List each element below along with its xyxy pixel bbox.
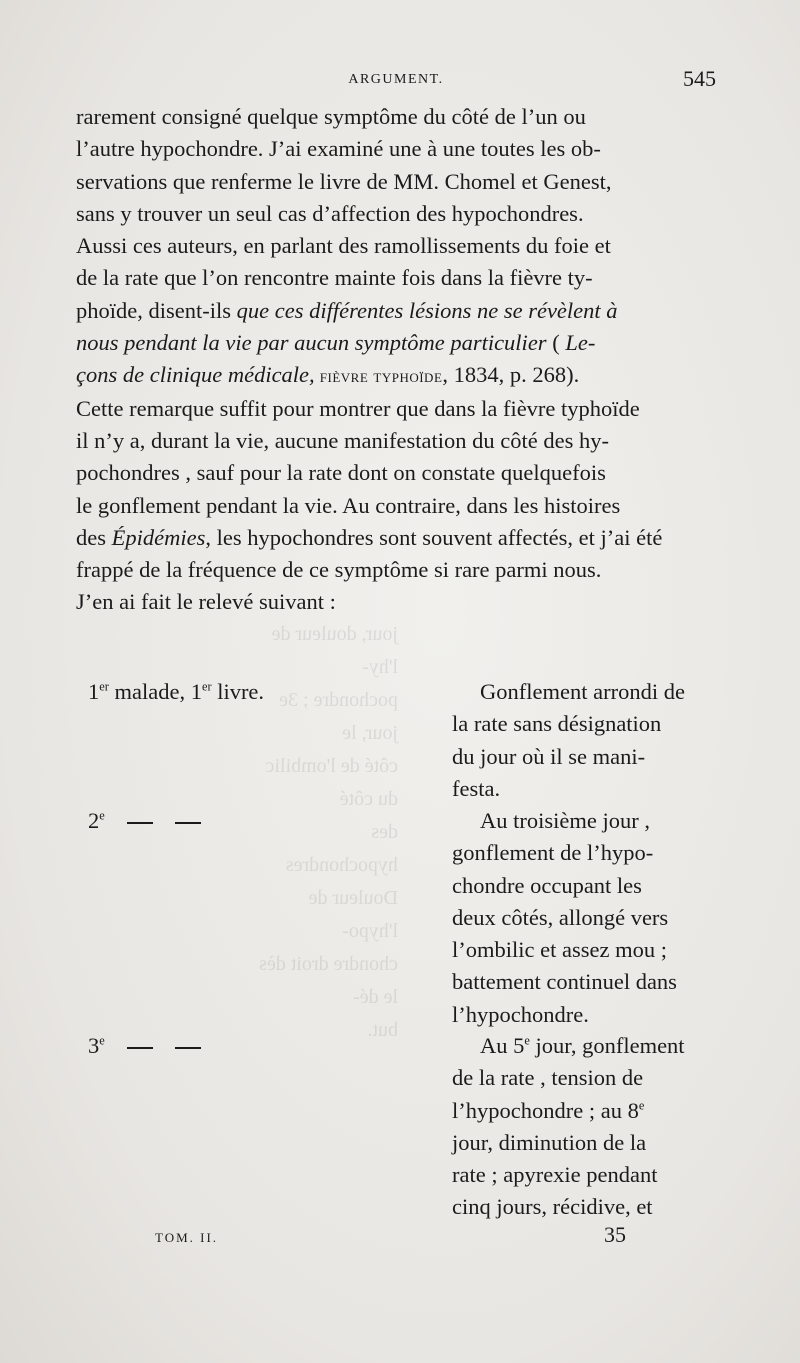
- text-line: J’en ai fait le relevé suivant :: [76, 589, 336, 615]
- text-line: gonflement de l’hypo-: [452, 840, 654, 866]
- text-line: l’hypochondre ; au 8e: [452, 1097, 645, 1123]
- text-line: Gonflement arrondi de: [480, 679, 685, 704]
- text-line: l’ombilic et assez mou ;: [452, 937, 667, 963]
- case-label-1: 1er malade, 1er livre.: [88, 679, 265, 704]
- case-description-3: [452, 1030, 714, 1224]
- text-line: des Épidémies, les hypochondres sont souvent affectés, et j’ai été: [76, 524, 663, 550]
- text-line: pochondres , sauf pour la rate dont on constate quelquefois: [76, 460, 606, 486]
- text-line: chondre occupant les: [452, 872, 642, 898]
- text-line: du jour où il se mani-: [452, 743, 646, 769]
- case-description-2: [452, 805, 714, 1031]
- main-paragraph: [76, 101, 716, 619]
- case-label-2: 2e: [88, 805, 328, 837]
- text-line: servations que renferme le livre de MM. Chomel et Genest,: [76, 168, 612, 194]
- text-line: l’autre hypochondre. J’ai examiné une à une toutes les ob-: [76, 136, 601, 162]
- text-line: Au troisième jour ,: [480, 808, 650, 833]
- ditto-dash: [175, 822, 201, 824]
- ditto-dash: [175, 1047, 201, 1049]
- case-description-1: [452, 676, 714, 805]
- ditto-dash: [127, 822, 153, 824]
- ditto-dash: [127, 1047, 153, 1049]
- text-line: il n’y a, durant la vie, aucune manifestation du côté des hy-: [76, 427, 609, 453]
- volume-mark: TOM. II.: [155, 1230, 219, 1245]
- running-head: [76, 66, 716, 94]
- case-label-3: 3e: [88, 1030, 328, 1062]
- text-line: rate ; apyrexie pendant: [452, 1162, 658, 1188]
- text-line: çons de clinique médicale, fièvre typhoïde, 1834, p. 268).: [76, 362, 580, 388]
- signature-mark: 35: [604, 1222, 626, 1247]
- text-line: jour, diminution de la: [452, 1129, 647, 1155]
- page-number: 545: [683, 66, 716, 91]
- text-line: deux côtés, allongé vers: [452, 904, 669, 930]
- text-line: de la rate que l’on rencontre mainte fois dans la fièvre ty-: [76, 265, 593, 291]
- text-line: battement continuel dans: [452, 969, 677, 995]
- text-line: de la rate , tension de: [452, 1065, 644, 1091]
- text-line: Au 5e jour, gonflement: [480, 1033, 685, 1058]
- bleed-through-ghost-text: jour, douleur de l'hy- pochondre ; 3e jour, le côté de l'ombilic du côté des hypochondres Douleur de l'hypo- chondre droit dès le dé- but.: [259, 623, 398, 1041]
- text-line: cinq jours, récidive, et: [452, 1194, 653, 1220]
- text-line: sans y trouver un seul cas d’affection des hypochondres.: [76, 200, 584, 226]
- running-head-title: ARGUMENT.: [348, 72, 444, 87]
- text-line: l’hypochondre.: [452, 1001, 589, 1027]
- text-line: nous pendant la vie par aucun symptôme particulier ( Le-: [76, 330, 596, 356]
- small-caps-citation: fièvre typhoïde: [314, 366, 443, 387]
- italic-quote: que ces différentes lésions ne se révèlent à: [236, 297, 618, 323]
- text-line: Aussi ces auteurs, en parlant des ramollissements du foie et: [76, 233, 611, 259]
- italic-quote: nous pendant la vie par aucun symptôme particulier: [76, 330, 547, 356]
- text-line: festa.: [452, 775, 501, 801]
- text-line: rarement consigné quelque symptôme du côté de l’un ou: [76, 104, 586, 129]
- italic-title: Épidémies: [111, 524, 206, 550]
- italic-citation: Le-: [565, 330, 596, 356]
- italic-citation: çons de clinique médicale,: [76, 362, 315, 388]
- text-line: le gonflement pendant la vie. Au contraire, dans les histoires: [76, 492, 621, 518]
- text-line: phoïde, disent-ils que ces différentes lésions ne se révèlent à: [76, 297, 618, 323]
- text-line: frappé de la fréquence de ce symptôme si rare parmi nous.: [76, 557, 602, 583]
- text-line: Cette remarque suffit pour montrer que dans la fièvre typhoïde: [76, 395, 640, 421]
- text-line: la rate sans désignation: [452, 711, 662, 737]
